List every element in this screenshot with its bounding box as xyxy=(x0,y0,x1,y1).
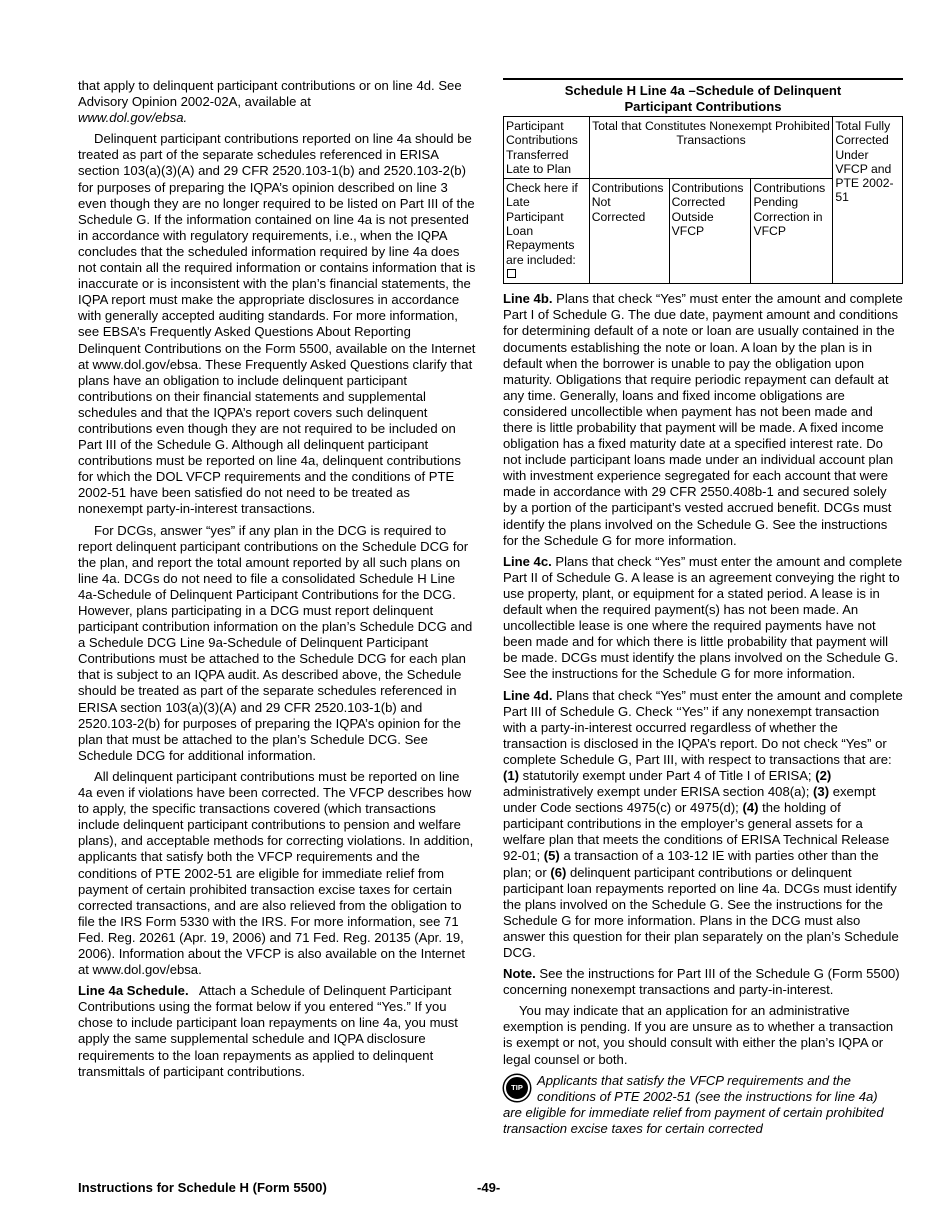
col-nonexempt-group: Total that Constitutes Nonexempt Prohibited Transactions xyxy=(589,117,833,179)
paragraph-admin-exemption: You may indicate that an application for an administrative exemption is pending. If you are unsure as to whether a transaction is exempt or not, you should consult with either the plan’s IQPA or legal counsel or both. xyxy=(503,1003,894,1067)
paragraph-line-4b: Line 4b. Plans that check “Yes” must enter the amount and complete Part I of Schedule G. The due date, payment amount and conditions for determining default of a note or loan are usually contained in the documents establishing the note or loan. A loan by the plan is in default when the borrower is unable to pay the obligation upon maturity. Obligations that require periodic repayment can default at any time. Generally, loans and fixed income obligations are considered uncollectible when payment has not been made and there is little probability that payment will be made. A fixed income obligation has a fixed maturity date at a specified interest rate. Do not include participant loans made under an individual account plan with investment experience segregated for each account that were made in accordance with 29 CFR 2550.408b-1 and secured solely by a portion of the participant’s vested accrued benefit. DCGs must identify the plans involved on the Schedule G. See the instructions for the Schedule G for more information. xyxy=(503,291,903,548)
loan-repayments-check-cell: Check here if Late Participant Loan Repayments are included: xyxy=(504,179,590,284)
footer-title: Instructions for Schedule H (Form 5500) xyxy=(78,1180,327,1195)
delinquent-contributions-table xyxy=(503,116,903,284)
col-fully-corrected: Total Fully Corrected Under VFCP and PTE 2002-51 xyxy=(833,117,903,284)
dol-link[interactable]: www.dol.gov/ebsa. xyxy=(78,110,188,126)
tip-box xyxy=(503,1073,903,1137)
tip-icon: TIP xyxy=(504,1075,530,1101)
tip-text: Applicants that satisfy the VFCP requirements and the conditions of PTE 2002-51 (see the instructions for line 4a) are eligible for immediate relief from payment of certain prohibited transaction excise taxes for certain corrected xyxy=(503,1072,884,1136)
line-4a-heading: Line 4a Schedule. xyxy=(78,983,189,999)
paragraph-note: Note. See the instructions for Part III of the Schedule G (Form 5500) concerning nonexempt transactions and party-in-interest. xyxy=(503,966,900,998)
paragraph-vfcp: All delinquent participant contributions must be reported on line 4a even if violations have been corrected. The VFCP describes how to apply, the specific transactions covered (which transactions include delinquent participant contributions to pension and welfare plans), and acceptable methods for correcting violations. In addition, applicants that satisfy both the VFCP requirements and the conditions of PTE 2002-51 are eligible for immediate relief from payment of certain prohibited transaction excise taxes for certain corrected transactions, and are also relieved from the obligation to file the IRS Form 5330 with the IRS. For more information, see 71 Fed. Reg. 20261 (Apr. 19, 2006) and 71 Fed. Reg. 20135 (Apr. 19, 2006). Information about the VFCP is also available on the Internet at www.dol.gov/ebsa. xyxy=(78,768,474,978)
loan-repayments-checkbox[interactable] xyxy=(507,269,516,278)
paragraph-line-4d: Line 4d. Plans that check “Yes” must enter the amount and complete Part III of Schedule G. Check ‘‘Yes’’ if any nonexempt transaction with a party-in-interest occurred regardless of whether the transaction is disclosed in the IQPA’s report. Do not check “Yes” or complete Schedule G, Part III, with respect to transactions that are: (1) statutorily exempt under Part 4 of Title I of ERISA; (2) administratively exempt under ERISA section 408(a); (3) exempt under Code sections 4975(c) or 4975(d); (4) the holding of participant contributions in the employer’s general assets for a welfare plan that meets the conditions of ERISA Technical Release 92-01; (5) a transaction of a 103-12 IE with parties other than the plan; or (6) delinquent participant contributions or delinquent participant loan repayments reported on line 4a. DCGs must identify the plans involved on the Schedule G. See the instructions for the Schedule G for more information. Plans in the DCG must also answer this question for their plan separately on the plan’s Schedule DCG. xyxy=(503,687,903,961)
paragraph-iqpa-opinion: Delinquent participant contributions reported on line 4a should be treated as part of the separate schedules referenced in ERISA section 103(a)(3)(A) and 29 CFR 2520.103-1(b) and 2520.103-2(b) for purposes of preparing the IQPA’s opinion described on line 3 even though they are no longer required to be listed on Part III of the Schedule G. If the information contained on line 4a is not presented in accordance with regulatory requirements, i.e., when the IQPA concludes that the scheduled information required by line 4a does not contain all the required information or contains information that is inaccurate or is inconsistent with the plan’s financial statements, the IQPA report must make the appropriate disclosures in accordance with generally accepted auditing standards. For more information, see EBSA’s Frequently Asked Questions About Reporting Delinquent Contributions on the Form 5500, available on the Internet at www.dol.gov/ebsa. These Frequently Asked Questions clarify that plans have an obligation to include delinquent participant contributions on their financial statements and supplemental schedules and that the IQPA’s report covers such delinquent contributions even though they are not required to be included on Part III of the Schedule G. Although all delinquent participant contributions must be reported on line 4a, delinquent contributions for which the DOL VFCP requirements and the conditions of PTE 2002-51 have been satisfied do not need to be treated as nonexempt party-in-interest transactions. xyxy=(78,131,476,517)
col-not-corrected: Contributions Not Corrected xyxy=(589,179,669,284)
left-column xyxy=(78,78,476,1085)
paragraph-line-4a-schedule: Line 4a Schedule. Attach a Schedule of Delinquent Participant Contributions using the format below if you entered “Yes.” If you chose to include participant loan repayments on line 4a, you must apply the same supplemental schedule and IQPA disclosure requirements to the loan repayments as applied to delinquent transmittals of participant contributions. xyxy=(78,983,458,1079)
paragraph-dcg: For DCGs, answer “yes” if any plan in the DCG is required to report delinquent participant contributions on the Schedule DCG for the plan, and report the total amount reported by all such plans on line 4a. DCGs do not need to file a consolidated Schedule H Line 4a-Schedule of Delinquent Participant Contributions for the DCG. However, plans participating in a DCG must report delinquent participant contribution information on the plan’s Schedule DCG and a Schedule DCG Line 9a-Schedule of Delinquent Participant Contributions must be attached to the Schedule DCG for each plan that is subject to an IQPA audit. As described above, the Schedule should be treated as part of the separate schedules referenced in ERISA section 103(a)(3)(A) and 29 CFR 2520.103-1(b) and 2520.103-2(b) for purposes of preparing the IQPA’s opinion for the plan that must be attached to the plan’s Schedule DCG. See Schedule DCG for additional information. xyxy=(78,522,473,763)
title-rule xyxy=(503,78,903,80)
col-corrected-outside: Contributions Corrected Outside VFCP xyxy=(669,179,751,284)
col-transferred-late: Participant Contributions Transferred Late to Plan xyxy=(504,117,590,179)
page-number: -49- xyxy=(477,1180,501,1195)
col-pending-correction: Contributions Pending Correction in VFCP xyxy=(751,179,833,284)
paragraph-advisory-opinion: that apply to delinquent participant contributions or on line 4d. See Advisory Opinion 2002-02A, available at www.dol.gov/ebsa. xyxy=(78,78,462,126)
right-column xyxy=(503,78,903,1137)
paragraph-line-4c: Line 4c. Plans that check “Yes” must enter the amount and complete Part II of Schedule G. A lease is an agreement conveying the right to use property, plant, or equipment for a stated period. A lease is in default when the required payment(s) has not been made. An uncollectible lease is one where the required payments have not been made and for which there is little probability that payment will be made. DCGs must identify the plans involved on the Schedule G. See the instructions for the Schedule G for more information. xyxy=(503,553,903,682)
schedule-table-title: Schedule H Line 4a –Schedule of Delinquent Participant Contributions xyxy=(564,83,842,114)
